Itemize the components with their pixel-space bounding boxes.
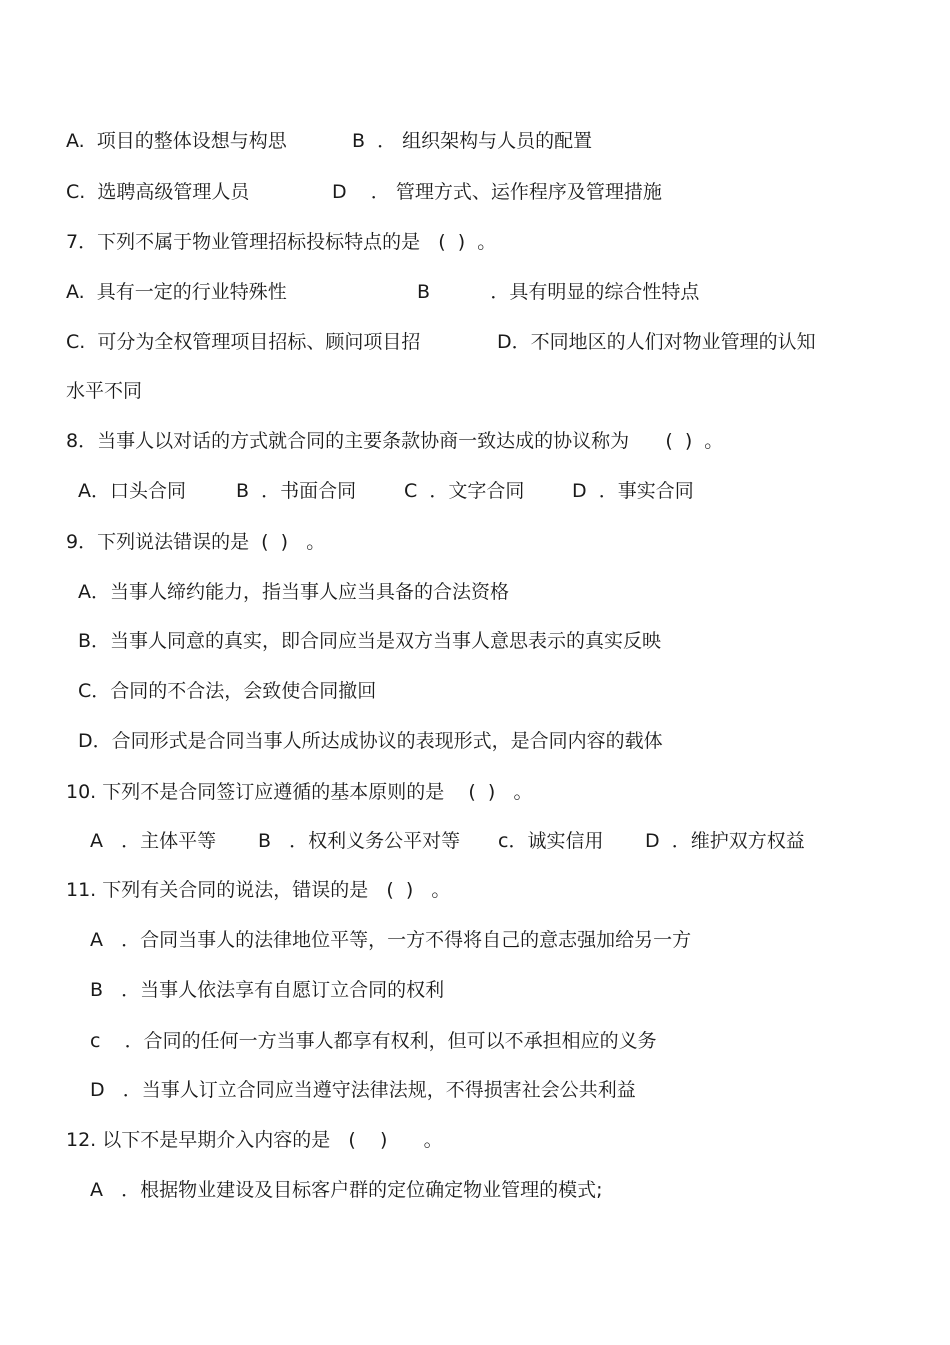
option-text: B ．当事人依法享有自愿订立合同的权利: [90, 979, 445, 1001]
option-text: D．不同地区的人们对物业管理的认知: [497, 331, 816, 353]
option-text: A ．主体平等: [90, 830, 217, 852]
question-8: 8．当事人以对话的方式就合同的主要条款协商一致达成的协议称为 ( ) 。: [66, 430, 724, 452]
option-text: D ． 管理方式、运作程序及管理措施: [332, 181, 662, 203]
option-text: D ．维护双方权益: [645, 830, 805, 852]
option-text: B ．书面合同: [236, 480, 357, 502]
option-text: B ．具有明显的综合性特点: [417, 281, 700, 303]
option-text: c．诚实信用: [498, 830, 604, 852]
option-text: A．当事人缔约能力，指当事人应当具备的合法资格: [78, 581, 509, 603]
option-text: B ． 组织架构与人员的配置: [352, 130, 593, 152]
option-text: B．当事人同意的真实，即合同应当是双方当事人意思表示的真实反映: [78, 630, 662, 652]
option-text: A ．合同当事人的法律地位平等，一方不得将自己的意志强加给另一方: [90, 929, 692, 951]
option-text: D ．当事人订立合同应当遵守法律法规，不得损害社会公共利益: [90, 1079, 636, 1101]
question-7: 7．下列不属于物业管理招标投标特点的是 ( ) 。: [66, 231, 497, 253]
option-text: c ．合同的任何一方当事人都享有权利，但可以不承担相应的义务: [90, 1030, 657, 1052]
option-text: C．合同的不合法，会致使合同撤回: [78, 680, 377, 702]
option-text: A．口头合同: [78, 480, 186, 502]
option-text: D ．事实合同: [572, 480, 694, 502]
question-9: 9．下列说法错误的是 ( ) 。: [66, 531, 326, 553]
question-12: 12. 以下不是早期介入内容的是 ( ) 。: [66, 1129, 443, 1151]
option-text: A ．根据物业建设及目标客户群的定位确定物业管理的模式;: [90, 1179, 603, 1201]
question-11: 11. 下列有关合同的说法，错误的是 ( ) 。: [66, 879, 451, 901]
option-continuation: 水平不同: [66, 380, 143, 402]
option-text: A. 具有一定的行业特殊性: [66, 281, 287, 303]
option-text: C ．文字合同: [404, 480, 525, 502]
option-text: C. 选聘高级管理人员: [66, 181, 250, 203]
question-10: 10. 下列不是合同签订应遵循的基本原则的是 ( ) 。: [66, 781, 533, 803]
option-text: A. 项目的整体设想与构思: [66, 130, 287, 152]
option-text: D．合同形式是合同当事人所达成协议的表现形式，是合同内容的载体: [78, 730, 663, 752]
option-text: C. 可分为全权管理项目招标、顾问项目招: [66, 331, 421, 353]
option-text: B ．权利义务公平对等: [258, 830, 461, 852]
